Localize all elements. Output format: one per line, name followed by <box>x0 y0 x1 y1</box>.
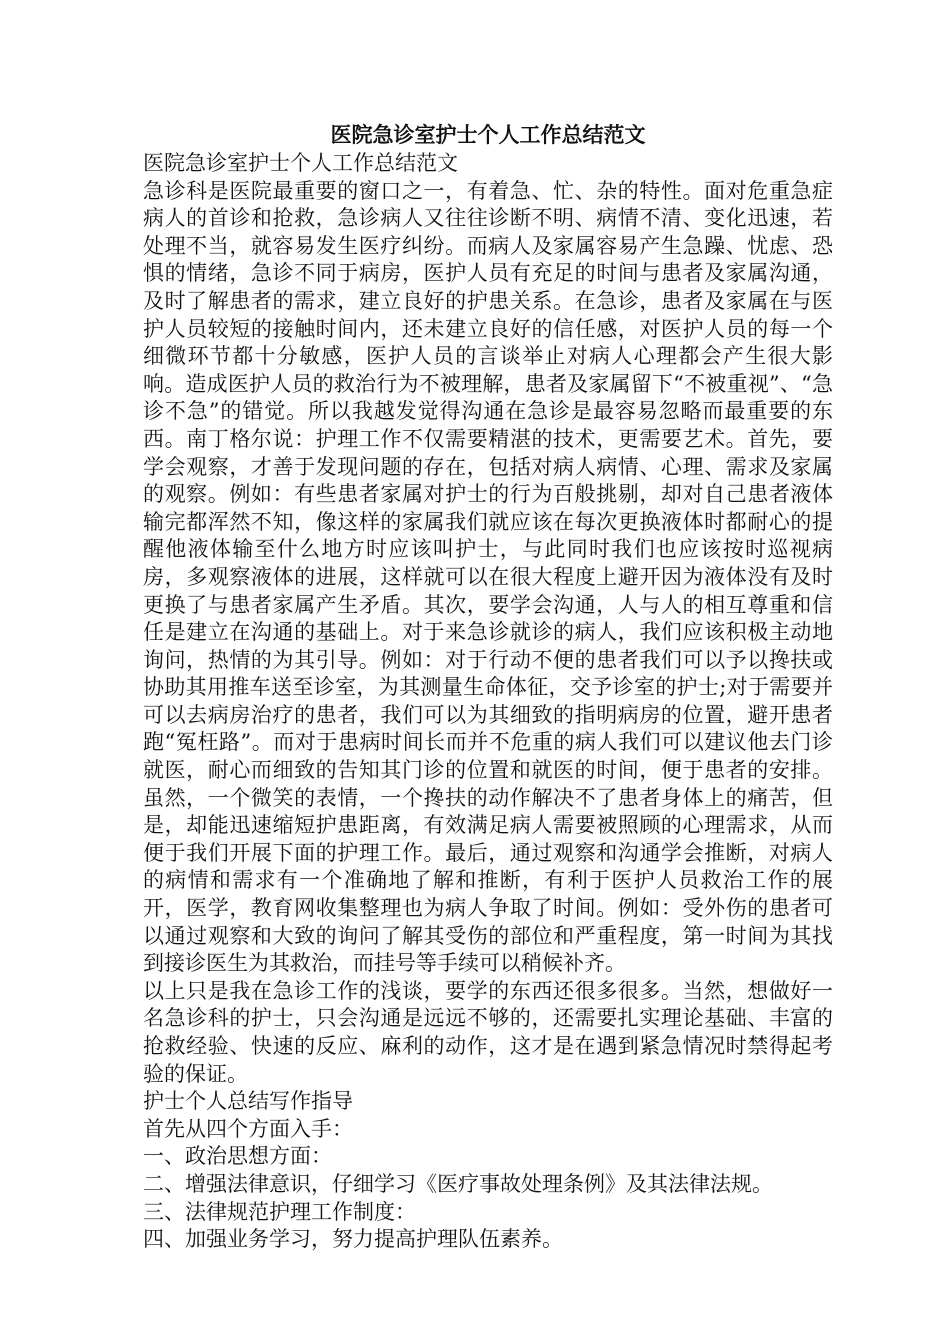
body-paragraph-2: 以上只是我在急诊工作的浅谈，要学的东西还很多很多。当然，想做好一名急诊科的护士，只会沟通是远远不够的，还需要扎实理论基础、丰富的抢救经验、快速的反应、麻利的动作，这才是在遇到紧急情况时禁得起考验的保证。 <box>143 978 833 1086</box>
guide-item-3: 三、法律规范护理工作制度： <box>143 1199 416 1224</box>
guide-item-2: 二、增强法律意识，仔细学习《医疗事故处理条例》及其法律法规。 <box>143 1171 773 1196</box>
guide-item-4: 四、加强业务学习，努力提高护理队伍素养。 <box>143 1227 563 1252</box>
guide-intro: 首先从四个方面入手： <box>143 1116 353 1141</box>
guide-heading: 护士个人总结写作指导 <box>143 1089 353 1114</box>
body-paragraph-1: 急诊科是医院最重要的窗口之一，有着急、忙、杂的特性。面对危重急症病人的首诊和抢救，急诊病人又往往诊断不明、病情不清、变化迅速，若处理不当，就容易发生医疗纠纷。而病人及家属容易产生急躁、忧虑、恐惧的情绪，急诊不同于病房，医护人员有充足的时间与患者及家属沟通，及时了解患者的需求，建立良好的护患关系。在急诊，患者及家属在与医护人员较短的接触时间内，还未建立良好的信任感，对医护人员的每一个细微环节都十分敏感，医护人员的言谈举止对病人心理都会产生很大影响。造成医护人员的救治行为不被理解，患者及家属留下“不被重视”、“急诊不急”的错觉。所以我越发觉得沟通在急诊是最容易忽略而最重要的东西。南丁格尔说：护理工作不仅需要精湛的技术，更需要艺术。首先，要学会观察，才善于发现问题的存在，包括对病人病情、心理、需求及家属的观察。例如：有些患者家属对护士的行为百般挑剔，却对自己患者液体输完都浑然不知，像这样的家属我们就应该在每次更换液体时都耐心的提醒他液体输至什么地方时应该叫护士，与此同时我们也应该按时巡视病房，多观察液体的进展，这样就可以在很大程度上避开因为液体没有及时更换了与患者家属产生矛盾。其次，要学会沟通，人与人的相互尊重和信任是建立在沟通的基础上。对于来急诊就诊的病人，我们应该积极主动地询问，热情的为其引导。例如：对于行动不便的患者我们可以予以搀扶或协助其用推车送至诊室，为其测量生命体征，交予诊室的护士;对于需要并可以去病房治疗的患者，我们可以为其细致的指明病房的位置，避开患者跑“冤枉路”。而对于患病时间长而并不危重的病人我们可以建议他去门诊就医，耐心而细致的告知其门诊的位置和就医的时间，便于患者的安排。虽然，一个微笑的表情，一个搀扶的动作解决不了患者身体上的痛苦，但是，却能迅速缩短护患距离，有效满足病人需要被照顾的心理需求，从而便于我们开展下面的护理工作。最后，通过观察和沟通学会推断，对病人的病情和需求有一个准确地了解和推断，有利于医护人员救治工作的展开，医学，教育网收集整理也为病人争取了时间。例如：受外伤的患者可以通过观察和大致的询问了解其受伤的部位和严重程度，第一时间为其找到接诊医生为其救治，而挂号等手续可以稍候补齐。 <box>143 178 833 976</box>
document-page <box>143 120 833 1254</box>
document-title: 医院急诊室护士个人工作总结范文 <box>330 122 646 147</box>
guide-item-1: 一、政治思想方面： <box>143 1144 332 1169</box>
document-subtitle: 医院急诊室护士个人工作总结范文 <box>143 151 458 175</box>
